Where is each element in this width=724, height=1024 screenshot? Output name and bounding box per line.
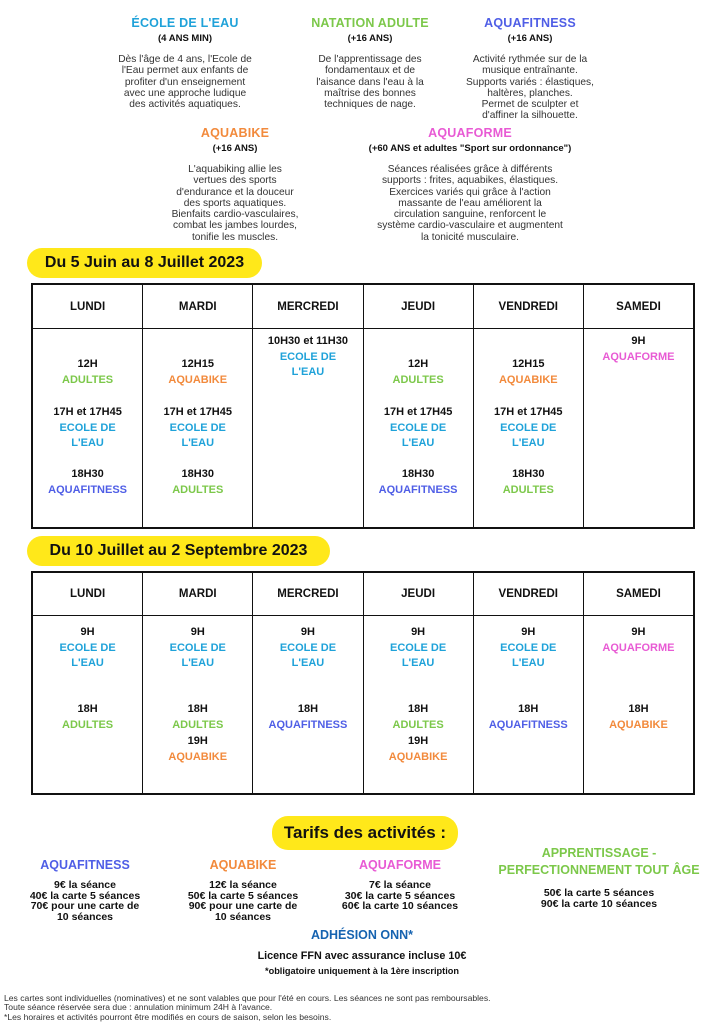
schedule-slot (364, 734, 473, 765)
activity-title: AQUABIKE (200, 126, 270, 140)
period-1-label: Du 5 Juin au 8 Juillet 2023 (27, 248, 262, 278)
schedule-slot (253, 702, 362, 733)
day-header: VENDREDI (474, 573, 583, 616)
activity-ecole-eau (100, 16, 270, 110)
slot-activity: ADULTES (392, 373, 444, 386)
slot-time: 18H (187, 703, 208, 715)
slot-activity: L'EAU (511, 657, 545, 669)
slot-activity: ADULTES (172, 718, 224, 731)
slot-time: 18H30 (512, 468, 545, 480)
activity-age: (4 ANS MIN) (157, 33, 212, 44)
slot-activity: ADULTES (62, 718, 114, 731)
slot-time: 18H (518, 703, 539, 715)
schedule-slot (474, 702, 583, 733)
schedule-slot (364, 625, 473, 672)
activity-description: L'aquabiking allie les vertues des sports d'endurance et la douceur des sports aquatiques. Bienfaits cardio-vasculaires, combat les jambes lourdes, tonifie les muscles. (171, 164, 299, 243)
schedule-slot (364, 467, 473, 498)
schedule-slot (364, 702, 473, 733)
schedule-table-period-1 (31, 283, 695, 529)
schedule-slot (474, 357, 583, 388)
slot-activity: AQUAFORME (602, 350, 675, 363)
price-lines: 7€ la séance 30€ la carte 5 séances 60€ la carte 10 séances (341, 879, 459, 912)
day-column-mardi (143, 573, 253, 793)
price-apprentissage (486, 845, 712, 909)
day-body (33, 616, 142, 793)
slot-activity: ECOLE DE (59, 641, 116, 654)
slot-time: 18H (408, 703, 429, 715)
slot-time: 19H (187, 735, 208, 747)
slot-activity: L'EAU (181, 437, 215, 449)
slot-activity: AQUAFITNESS (48, 483, 127, 496)
day-column-jeudi (364, 573, 474, 793)
schedule-slot (364, 405, 473, 452)
activity-description: Séances réalisées grâce à différents supports : frites, aquabikes, élastiques. Exercices variés qui grâce à l'action massante de l'eau améliorent la circulation sanguine, renforcent le système cardio-vasculaire et augmentent la tonicité musculaire. (377, 164, 563, 243)
slot-activity: ADULTES (62, 373, 114, 386)
day-body (33, 329, 142, 527)
slot-activity: AQUAFITNESS (268, 718, 348, 731)
day-column-samedi (584, 285, 693, 527)
activity-aquabike (150, 126, 320, 243)
slot-time: 17H et 17H45 (53, 406, 122, 418)
day-header: JEUDI (364, 285, 473, 329)
slot-time: 17H et 17H45 (494, 406, 563, 418)
day-body (584, 616, 693, 793)
slot-time: 18H (297, 703, 319, 715)
day-header: SAMEDI (584, 573, 693, 616)
schedule-slot (584, 334, 693, 365)
slot-activity: L'EAU (71, 437, 104, 449)
activity-natation-adulte (285, 16, 455, 110)
day-header: SAMEDI (584, 285, 693, 329)
slot-activity: ECOLE DE (500, 641, 557, 654)
activity-description: De l'apprentissage des fondamentaux et de l'aisance dans l'eau à la maîtrise des bonnes techniques de nage. (316, 54, 424, 111)
slot-time: 9H (300, 626, 315, 638)
day-body (474, 616, 583, 793)
slot-time: 18H30 (401, 468, 435, 480)
activity-description: Activité rythmée sur de la musique entraînante. Supports variés : élastiques, haltères, planches. Permet de sculpter et d'affiner la silhouette. (466, 54, 594, 122)
slot-time: 12H15 (181, 358, 214, 370)
activity-title: AQUAFORME (428, 126, 512, 140)
price-lines: 12€ la séance 50€ la carte 5 séances 90€ pour une carte de 10 séances (187, 879, 299, 923)
schedule-slot (253, 625, 362, 672)
activity-title: NATATION ADULTE (311, 16, 429, 30)
slot-activity: L'EAU (71, 657, 104, 669)
adhesion-licence: Licence FFN avec assurance incluse 10€ (257, 950, 467, 962)
slot-time: 9H (190, 626, 205, 638)
activity-age: (+16 ANS) (507, 33, 553, 44)
adhesion-note: *obligatoire uniquement à la 1ère inscription (265, 966, 459, 976)
day-column-mercredi (253, 285, 363, 527)
slot-activity: L'EAU (181, 657, 215, 669)
schedule-slot (364, 357, 473, 388)
schedule-table-period-2 (31, 571, 695, 795)
slot-time: 9H (80, 626, 95, 638)
price-lines: 9€ la séance 40€ la carte 5 séances 70€ pour une carte de 10 séances (29, 879, 141, 923)
slot-activity: AQUABIKE (498, 373, 558, 386)
slot-activity: ECOLE DE (169, 641, 226, 654)
activity-title: ÉCOLE DE L'EAU (131, 16, 239, 30)
slot-time: 10H30 et 11H30 (267, 335, 348, 347)
price-title: AQUAFORME (359, 858, 441, 872)
day-header: VENDREDI (474, 285, 583, 329)
schedule-slot (143, 734, 252, 765)
slot-activity: ECOLE DE (389, 421, 447, 434)
day-header: MARDI (143, 573, 252, 616)
schedule-slot (143, 467, 252, 498)
day-body (253, 329, 362, 527)
day-column-vendredi (474, 285, 584, 527)
price-title: AQUABIKE (209, 858, 277, 872)
schedule-slot (584, 702, 693, 733)
day-header: MERCREDI (253, 285, 362, 329)
slot-activity: ECOLE DE (500, 421, 557, 434)
period-2-label: Du 10 Juillet au 2 Septembre 2023 (27, 536, 330, 566)
slot-activity: AQUABIKE (168, 373, 228, 386)
day-body (143, 329, 252, 527)
slot-activity: ECOLE DE (389, 641, 447, 654)
slot-time: 9H (631, 626, 646, 638)
activity-description: Dès l'âge de 4 ans, l'Ecole de l'Eau permet aux enfants de profiter d'un enseignement avec une approche ludique des activités aquatiques. (118, 54, 252, 111)
slot-activity: L'EAU (291, 657, 325, 669)
slot-activity: ECOLE DE (169, 421, 226, 434)
slot-activity: L'EAU (401, 657, 435, 669)
day-body (364, 329, 473, 527)
activity-age: (+16 ANS) (347, 33, 393, 44)
slot-activity: AQUABIKE (388, 750, 448, 763)
schedule-slot (33, 405, 142, 452)
slot-activity: L'EAU (511, 437, 545, 449)
activity-aquaforme (340, 126, 600, 243)
price-aquafitness (10, 858, 160, 922)
slot-activity: ECOLE DE (59, 421, 116, 434)
schedule-slot (143, 702, 252, 733)
price-aquabike (168, 858, 318, 922)
slot-activity: AQUABIKE (609, 718, 668, 731)
tarifs-label: Tarifs des activités : (272, 816, 458, 850)
adhesion-block (212, 928, 512, 976)
day-body (253, 616, 362, 793)
slot-time: 9H (631, 335, 646, 347)
day-header: LUNDI (33, 573, 142, 616)
activity-aquafitness (445, 16, 615, 122)
slot-time: 17H et 17H45 (383, 406, 453, 418)
day-body (584, 329, 693, 527)
slot-activity: ADULTES (392, 718, 444, 731)
day-body (364, 616, 473, 793)
slot-time: 18H30 (181, 468, 214, 480)
day-column-jeudi (364, 285, 474, 527)
day-column-mardi (143, 285, 253, 527)
slot-activity: AQUAFITNESS (378, 483, 458, 496)
day-header: MARDI (143, 285, 252, 329)
slot-time: 12H (408, 358, 429, 370)
slot-time: 9H (411, 626, 426, 638)
schedule-slot (33, 625, 142, 672)
slot-activity: AQUAFORME (602, 641, 675, 654)
slot-activity: ADULTES (172, 483, 224, 496)
slot-time: 18H30 (71, 468, 104, 480)
day-body (143, 616, 252, 793)
schedule-slot (474, 405, 583, 452)
day-column-lundi (33, 573, 143, 793)
day-header: LUNDI (33, 285, 142, 329)
slot-activity: AQUAFITNESS (488, 718, 568, 731)
schedule-slot (143, 405, 252, 452)
slot-activity: ADULTES (502, 483, 554, 496)
slot-activity: ECOLE DE (279, 350, 337, 363)
slot-time: 9H (521, 626, 536, 638)
slot-activity: AQUABIKE (168, 750, 228, 763)
activity-title: AQUAFITNESS (484, 16, 576, 30)
day-column-vendredi (474, 573, 584, 793)
price-aquaforme (322, 858, 478, 912)
schedule-slot (474, 625, 583, 672)
activity-age: (+60 ANS et adultes "Sport sur ordonnance") (368, 143, 572, 154)
activity-age: (+16 ANS) (212, 143, 258, 154)
schedule-slot (143, 357, 252, 388)
day-column-mercredi (253, 573, 363, 793)
schedule-slot (474, 467, 583, 498)
schedule-slot (584, 625, 693, 656)
slot-activity: L'EAU (401, 437, 435, 449)
day-body (474, 329, 583, 527)
day-column-lundi (33, 285, 143, 527)
schedule-slot (253, 334, 362, 381)
adhesion-title: ADHÉSION ONN* (310, 928, 414, 942)
schedule-slot (33, 467, 142, 498)
price-title: APPRENTISSAGE - PERFECTIONNEMENT TOUT ÂGE (498, 846, 700, 877)
slot-activity: ECOLE DE (279, 641, 337, 654)
price-lines: 50€ la carte 5 séances 90€ la carte 10 séances (540, 887, 658, 910)
slot-time: 12H15 (512, 358, 545, 370)
schedule-slot (33, 702, 142, 733)
day-header: JEUDI (364, 573, 473, 616)
price-title: AQUAFITNESS (40, 858, 130, 872)
slot-activity: L'EAU (291, 366, 325, 378)
slot-time: 12H (77, 358, 98, 370)
slot-time: 17H et 17H45 (163, 406, 232, 418)
day-header: MERCREDI (253, 573, 362, 616)
day-column-samedi (584, 573, 693, 793)
schedule-slot (33, 357, 142, 388)
slot-time: 18H (77, 703, 98, 715)
footnote: Les cartes sont individuelles (nominatives) et ne sont valables que pour l'été en cours. Les séances ne sont pas remboursables. Toute séance réservée sera due : annulation minimum 24H à l'avance. *Les horaires et activités pourront être modifiés en cours de saison, selon les besoins. (4, 993, 491, 1022)
slot-time: 18H (628, 703, 649, 715)
slot-time: 19H (408, 735, 429, 747)
schedule-slot (143, 625, 252, 672)
